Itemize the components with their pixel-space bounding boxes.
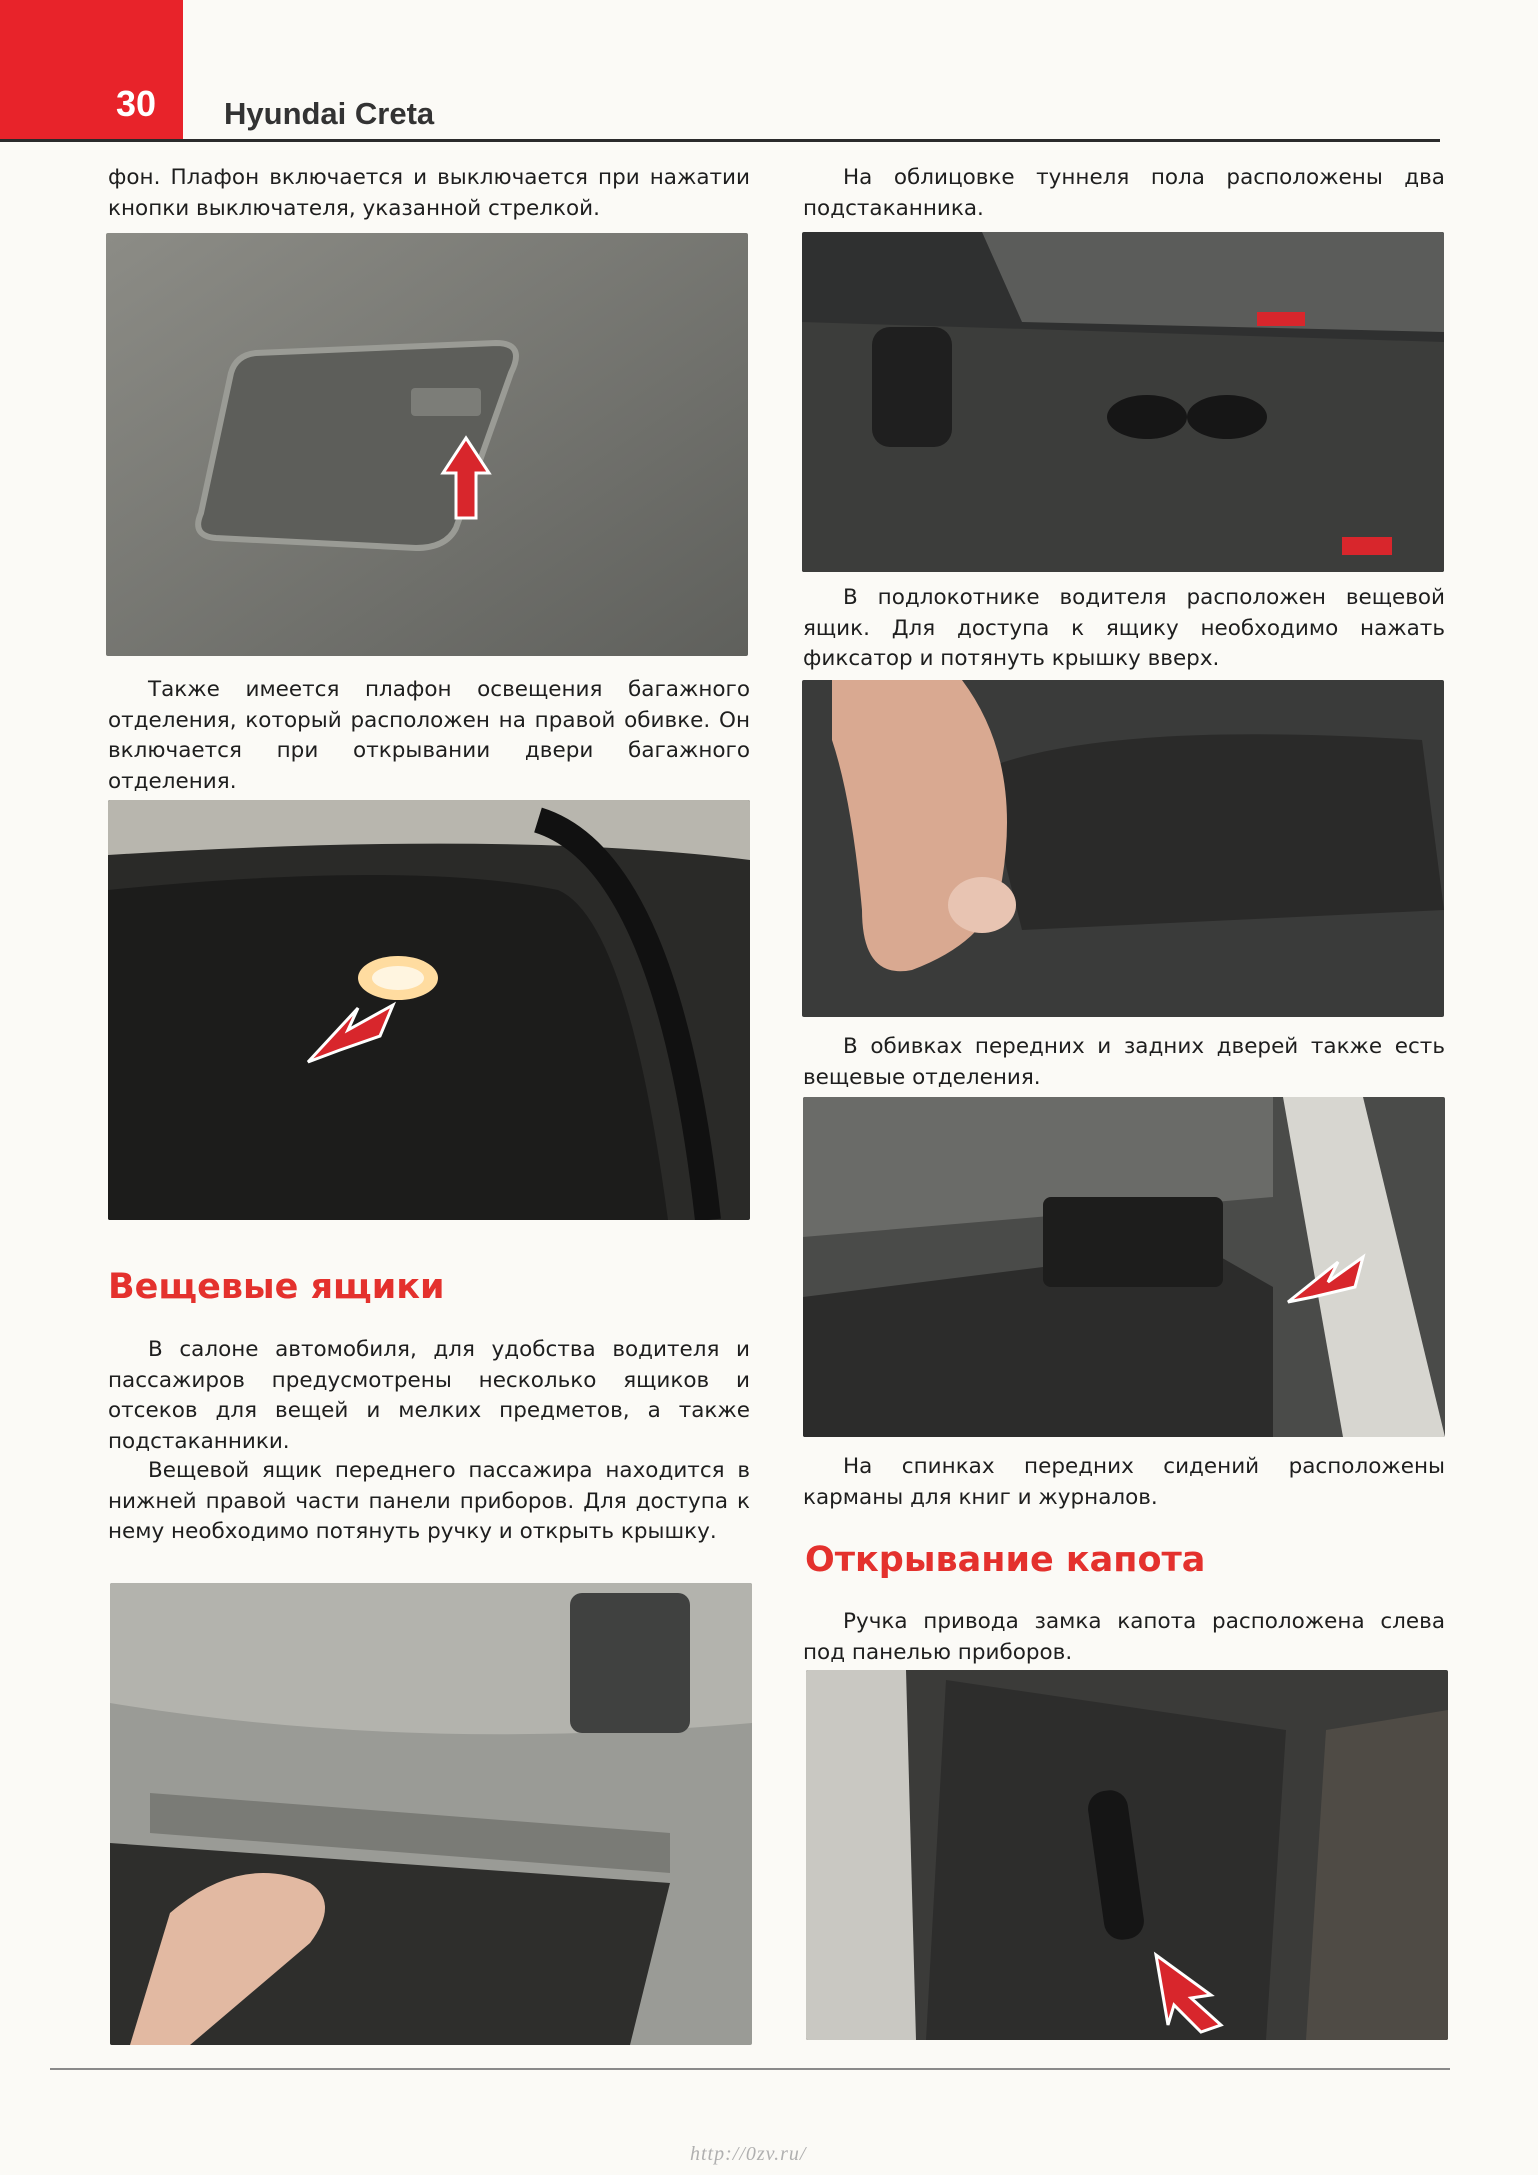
armrest-photo xyxy=(802,680,1444,1017)
seat-pocket-text: На спинках передних сидений расположены карманы для книг и журналов. xyxy=(803,1454,1445,1510)
glovebox-photo xyxy=(110,1583,752,2045)
book-title: Hyundai Creta xyxy=(224,96,435,131)
storage-paragraph-2: Вещевой ящик переднего пассажира находится в нижней правой части панели приборов. Для доступа к нему необходимо потянуть ручку и открыть крышку. xyxy=(108,1458,750,1544)
page-number: 30 xyxy=(116,83,157,124)
door-pocket-photo xyxy=(803,1097,1445,1437)
header-divider xyxy=(0,139,1440,142)
footer-divider xyxy=(50,2068,1450,2070)
dome-light-text: фон. Плафон включается и выключается при нажатии кнопки выключателя, указанной стрелкой. xyxy=(108,165,750,221)
armrest-text: В подлокотнике водителя расположен вещевой ящик. Для доступа к ящику необходимо нажать фиксатор и потянуть крышку вверх. xyxy=(803,585,1445,671)
hood-release-photo xyxy=(806,1670,1448,2040)
door-pocket-text: В обивках передних и задних дверей также есть вещевые отделения. xyxy=(803,1034,1445,1090)
trunk-light-text: Также имеется плафон освещения багажного отделения, который расположен на правой обивке. Он включается при открывании двери багажного отделения. xyxy=(108,677,750,794)
trunk-light-photo xyxy=(108,800,750,1220)
section-title-storage: Вещевые ящики xyxy=(108,1267,445,1307)
watermark: http://0zv.ru/ xyxy=(690,2143,807,2165)
hood-text: Ручка привода замка капота расположена слева под панелью приборов. xyxy=(803,1609,1445,1665)
dome-light-photo xyxy=(106,233,748,656)
cupholder-text: На облицовке туннеля пола расположены два подстаканника. xyxy=(803,165,1445,221)
section-title-hood: Открывание капота xyxy=(805,1540,1206,1580)
storage-paragraph-1: В салоне автомобиля, для удобства водителя и пассажиров предусмотрены несколько ящиков и отсеков для вещей и мелких предметов, а также подстаканники. xyxy=(108,1337,750,1454)
cupholder-photo xyxy=(802,232,1444,572)
